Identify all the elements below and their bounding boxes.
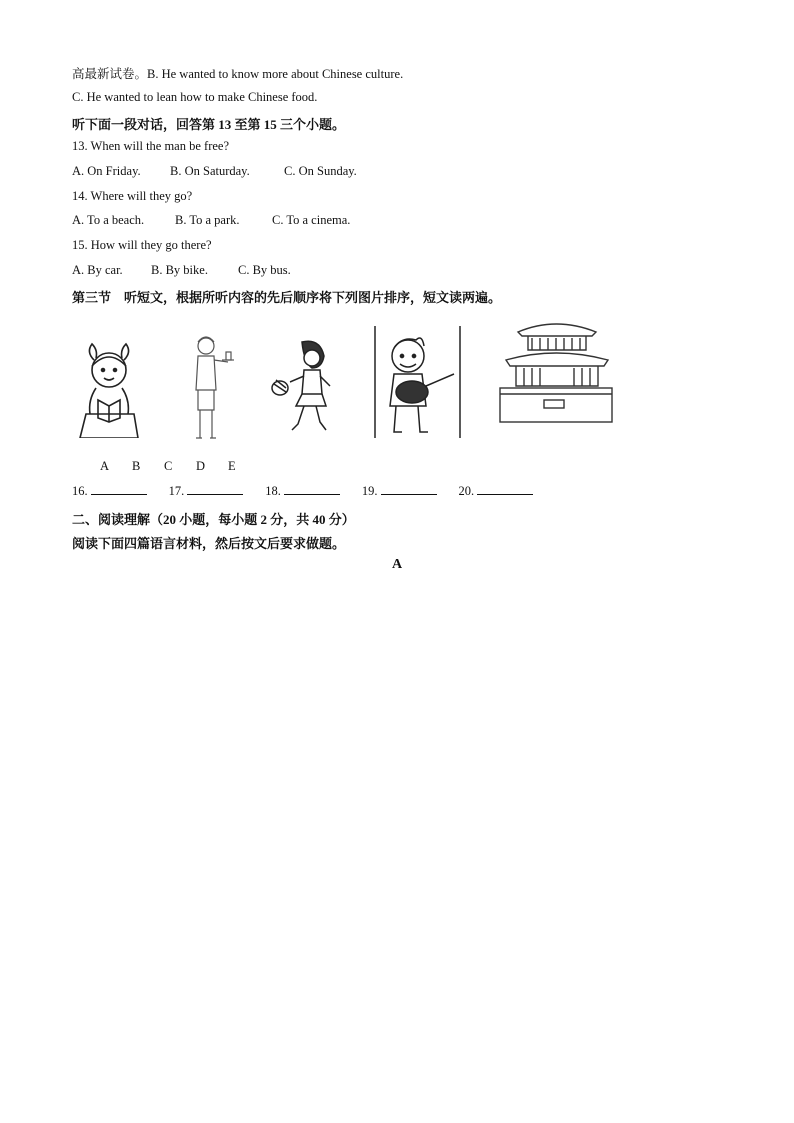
picture-letter: B — [132, 459, 141, 473]
option: B. By bike. — [151, 263, 208, 277]
answer-blank[interactable] — [169, 484, 244, 499]
text-line: 高最新试卷。B. He wanted to know more about Chinese culture. — [72, 67, 404, 81]
blank-number: 16. — [72, 484, 88, 498]
option: A. To a beach. — [72, 213, 145, 227]
option: A. By car. — [72, 263, 123, 277]
blank-number: 18. — [265, 484, 281, 498]
options-14 — [72, 213, 350, 228]
options-15 — [72, 263, 291, 278]
answer-blank[interactable] — [72, 484, 147, 499]
girl-reading-picture — [78, 330, 140, 438]
option: B. To a park. — [175, 213, 240, 227]
part-three-heading: 第三节 听短文，根据所听内容的先后顺序将下列图片排序，短文读两遍。 — [72, 290, 502, 305]
option: B. On Saturday. — [170, 164, 250, 178]
boy-guitar-picture — [372, 326, 464, 440]
blank-number: 20. — [458, 484, 475, 498]
question-15: 15. How will they go there? — [72, 238, 212, 252]
reading-instruction: 阅读下面四篇语言材料，然后按文后要求做题。 — [72, 536, 346, 551]
option: C. On Sunday. — [284, 164, 357, 178]
text-line: C. He wanted to lean how to make Chinese food. — [72, 90, 318, 104]
blank-number: 19. — [361, 484, 378, 498]
picture-letter: C — [164, 459, 173, 473]
waiter-picture — [188, 332, 238, 442]
picture-letter: A — [100, 459, 110, 473]
blank-number: 17. — [168, 484, 185, 498]
answer-blanks — [72, 484, 555, 499]
reading-section-title: 二、阅读理解（20 小题，每小题 2 分，共 40 分） — [72, 512, 355, 527]
picture-letters — [100, 459, 260, 474]
girl-racket-picture — [268, 338, 338, 438]
picture-row — [72, 322, 632, 446]
passage-label: A — [391, 557, 403, 572]
option: A. On Friday. — [72, 164, 141, 178]
answer-blank[interactable] — [459, 484, 534, 499]
question-14: 14. Where will they go? — [72, 189, 193, 203]
option: C. By bus. — [238, 263, 291, 277]
question-13: 13. When will the man be free? — [72, 139, 230, 153]
section-heading: 听下面一段对话，回答第 13 至第 15 三个小题。 — [72, 117, 346, 132]
chinese-building-picture — [498, 316, 616, 426]
picture-letter: D — [196, 459, 206, 473]
option: C. To a cinema. — [272, 213, 351, 227]
answer-blank[interactable] — [265, 484, 340, 499]
picture-letter: E — [228, 459, 236, 473]
answer-blank[interactable] — [362, 484, 437, 499]
options-13 — [72, 164, 357, 179]
